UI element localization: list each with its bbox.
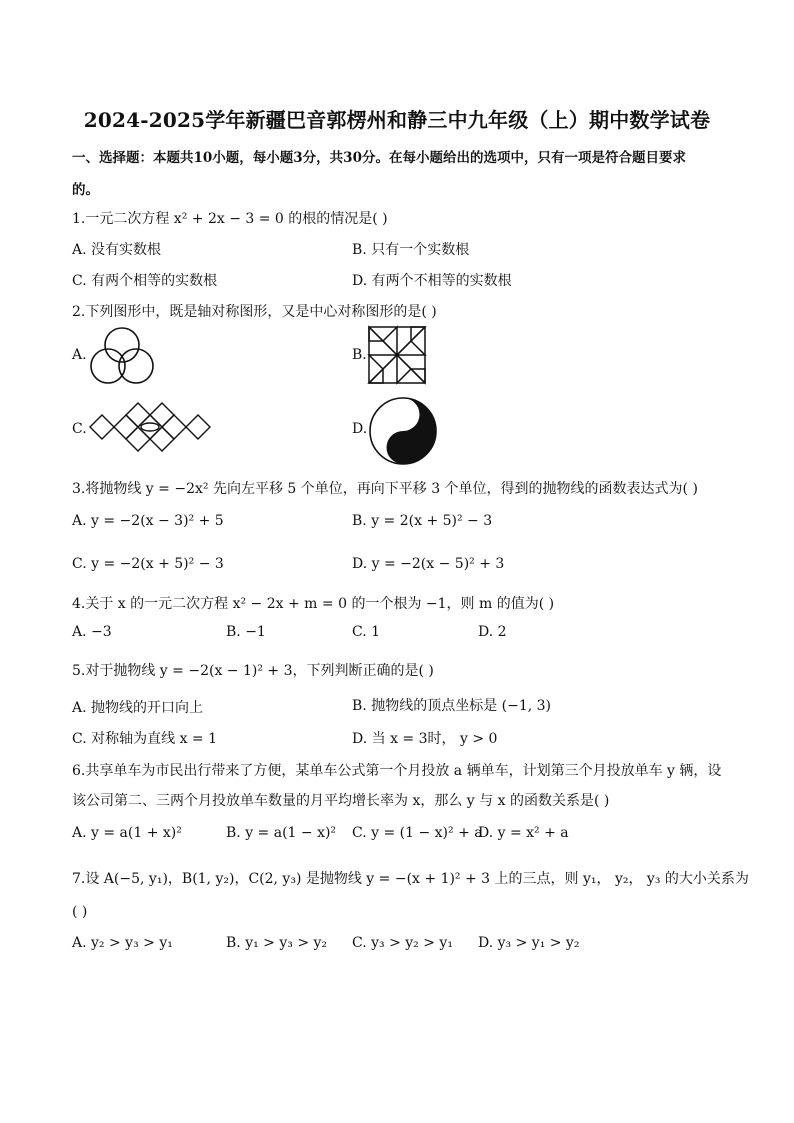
- q3-option-b: B. y = 2(x + 5)² − 3: [352, 513, 493, 529]
- q6-option-a: A. y = a(1 + x)²: [72, 825, 182, 841]
- question-1-stem: 1.一元二次方程 x² + 2x − 3 = 0 的根的情况是( ): [72, 211, 388, 227]
- q7-option-a: A. y₂ > y₃ > y₁: [72, 935, 173, 951]
- section-instructions-line1: 一、选择题：本题共10小题，每小题3分，共30分。在每小题给出的选项中，只有一项是符合题目要求: [72, 150, 686, 166]
- q3-option-d: D. y = −2(x − 5)² + 3: [352, 556, 505, 572]
- q5-option-a: A. 抛物线的开口向上: [72, 700, 204, 716]
- question-3-stem: 3.将抛物线 y = −2x² 先向左平移 5 个单位，再向下平移 3 个单位，得到的抛物线的函数表达式为( ): [72, 481, 698, 497]
- q1-option-a: A. 没有实数根: [72, 242, 162, 258]
- q6-option-d: D. y = x² + a: [478, 825, 569, 841]
- question-5-stem: 5.对于抛物线 y = −2(x − 1)² + 3，下列判断正确的是( ): [72, 663, 434, 679]
- question-2-stem: 2.下列图形中，既是轴对称图形，又是中心对称图形的是( ): [72, 304, 437, 320]
- question-6-stem-line2: 该公司第二、三两个月投放单车数量的月平均增长率为 x，那么 y 与 x 的函数关系是( ): [72, 793, 610, 809]
- q3-option-c: C. y = −2(x + 5)² − 3: [72, 556, 224, 572]
- q4-option-a: A. −3: [72, 624, 112, 640]
- q2-option-d: D.: [352, 421, 368, 437]
- question-7-stem-line2: ( ): [72, 904, 88, 920]
- q4-option-b: B. −1: [226, 624, 266, 640]
- q2-option-c: C.: [72, 421, 87, 437]
- question-7-stem-line1: 7.设 A(−5, y₁)，B(1, y₂)，C(2, y₃) 是抛物线 y = −(x + 1)² + 3 上的三点，则 y₁， y₂， y₃ 的大小关系为: [72, 871, 749, 887]
- q7-option-c: C. y₃ > y₂ > y₁: [352, 935, 453, 951]
- q4-option-d: D. 2: [478, 624, 507, 640]
- q6-option-b: B. y = a(1 − x)²: [226, 825, 337, 841]
- q7-option-d: D. y₃ > y₁ > y₂: [478, 935, 580, 951]
- q2-option-a: A.: [72, 347, 87, 363]
- diamond-chain-figure: [89, 407, 211, 447]
- q5-option-b: B. 抛物线的顶点坐标是 (−1, 3): [352, 698, 552, 714]
- q5-option-d: D. 当 x = 3时， y > 0: [352, 731, 498, 747]
- yin-yang-figure: [368, 396, 438, 466]
- q5-option-c: C. 对称轴为直线 x = 1: [72, 731, 217, 747]
- page-title: 2024-2025学年新疆巴音郭楞州和静三中九年级（上）期中数学试卷: [83, 108, 711, 132]
- q2-option-b: B.: [352, 347, 367, 363]
- question-6-stem-line1: 6.共享单车为市民出行带来了方便，某单车公式第一个月投放 a 辆单车，计划第三个月投放单车 y 辆，设: [72, 763, 722, 779]
- question-4-stem: 4.关于 x 的一元二次方程 x² − 2x + m = 0 的一个根为 −1，则 m 的值为( ): [72, 596, 555, 612]
- q4-option-c: C. 1: [352, 624, 381, 640]
- q3-option-a: A. y = −2(x − 3)² + 5: [72, 513, 224, 529]
- pinwheel-figure: [368, 326, 428, 384]
- q1-option-b: B. 只有一个实数根: [352, 242, 470, 258]
- section-instructions-line2: 的。: [72, 182, 99, 198]
- trefoil-figure: [86, 326, 158, 386]
- q6-option-c: C. y = (1 − x)² + a: [352, 825, 483, 841]
- q1-option-d: D. 有两个不相等的实数根: [352, 273, 512, 289]
- q7-option-b: B. y₁ > y₃ > y₂: [226, 935, 328, 951]
- q1-option-c: C. 有两个相等的实数根: [72, 273, 218, 289]
